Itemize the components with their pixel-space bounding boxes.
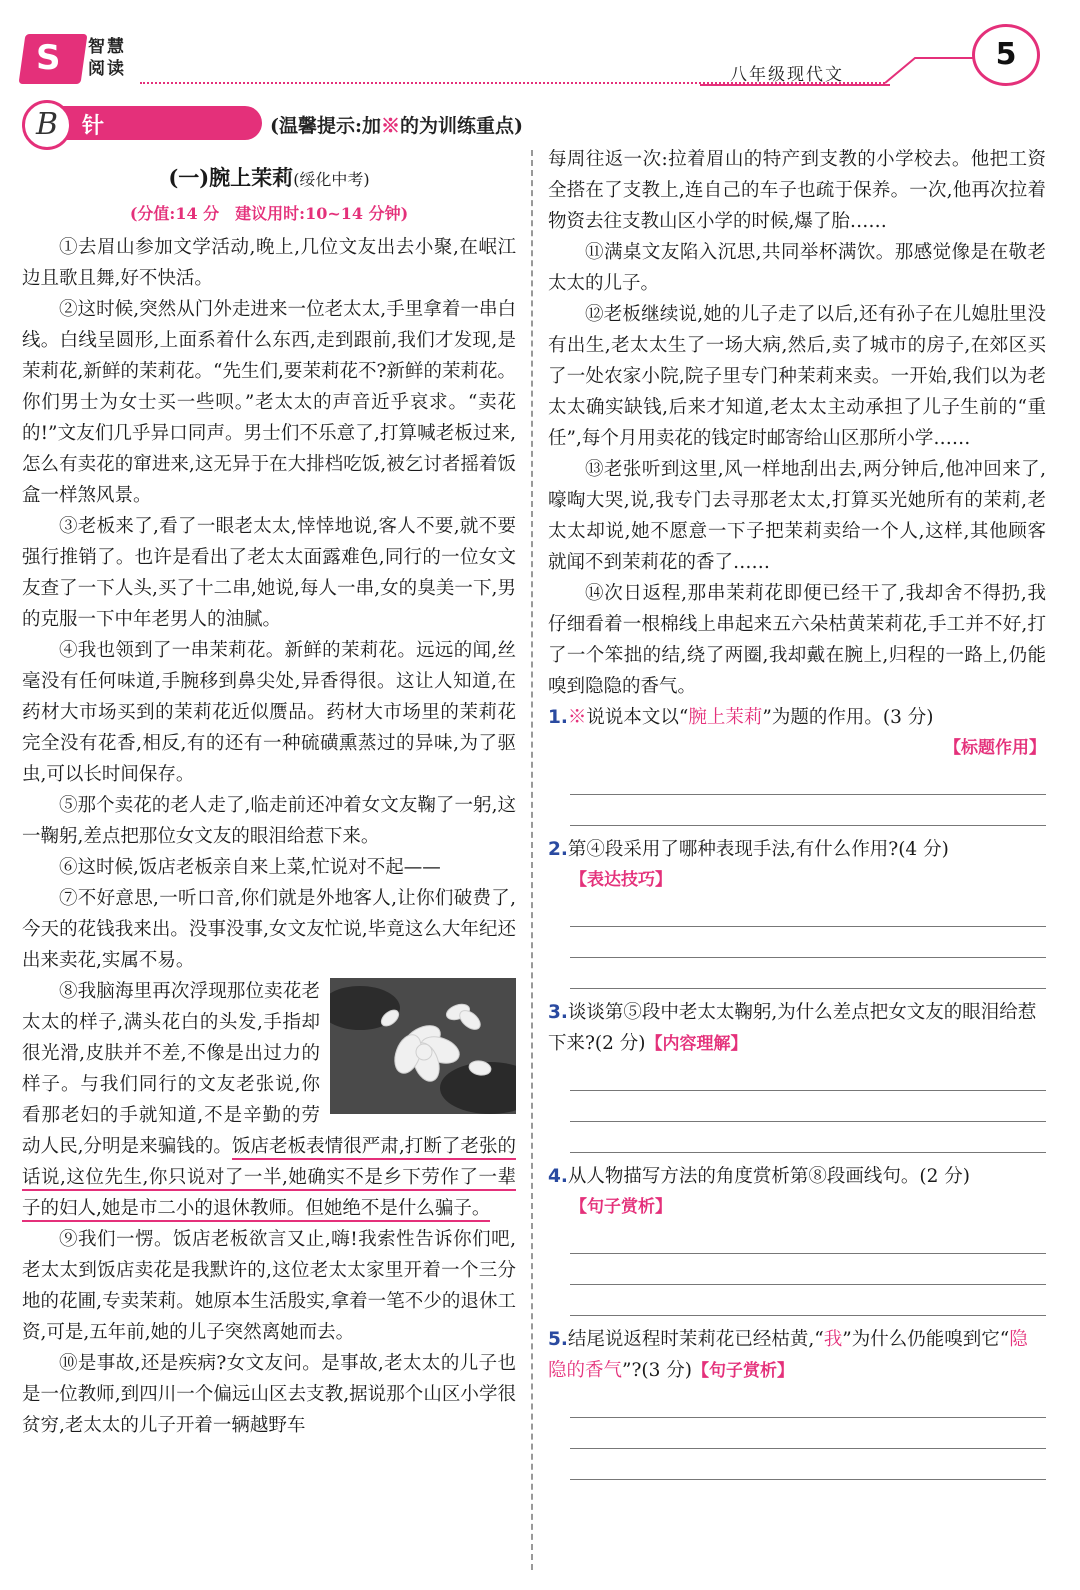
answer-line[interactable] [570,958,1046,989]
question-3 [548,997,1046,1153]
question-5-mid: ”为什么仍能嗅到它“ [842,1329,1010,1350]
answer-line[interactable] [570,1060,1046,1091]
answer-line[interactable] [570,1091,1046,1122]
question-number: 2. [548,839,568,860]
paragraph-8-text: ⑧我脑海里再次浮现那位卖花老太太的样子,满头花白的头发,手指却很光滑,皮肤并不差,不像是出过力的样子。与我们同行的文友老张说,你看那老妇的手就知道,不是辛勤的劳动人民,分明是来骗钱的。 [22,981,320,1157]
question-2-body: 第④段采用了哪种表现手法,有什么作用?(4 分) [567,839,949,860]
question-5-highlight-1: 我 [823,1329,843,1350]
header-slant-line [885,56,975,84]
question-3-text [548,997,1046,1060]
tip-prefix: (温馨提示:加 [270,115,382,137]
answer-line[interactable] [570,1285,1046,1316]
key-point-mark: ※ [567,707,587,728]
answer-line[interactable] [570,1122,1046,1153]
answer-line[interactable] [570,1418,1046,1449]
question-1-tag: 【标题作用】 [944,738,1046,758]
question-number: 1. [548,707,568,728]
paragraph-5: ⑤那个卖花的老人走了,临走前还冲着女文友鞠了一躬,这一鞠躬,差点把那位女文友的眼泪给惹下来。 [22,795,516,847]
article-left-column [22,160,516,1441]
jasmine-photo [330,978,516,1118]
answer-line[interactable] [570,1254,1046,1285]
page-number: 5 [972,24,1040,86]
answer-line[interactable] [570,1387,1046,1418]
question-number: 3. [548,1002,568,1023]
question-5-tag: 【句子赏析】 [691,1361,794,1381]
paragraph-13: ⑬老张听到这里,风一样地刮出去,两分钟后,他冲回来了,嚎啕大哭,说,我专门去寻那老太太,打算买光她所有的茉莉,老太太却说,她不愿意一下子把茉莉卖给一个人,这样,其他顾客就闻不到茉莉花的香了…… [548,459,1046,573]
paragraph-9: ⑨我们一愣。饭店老板欲言又止,嗨!我索性告诉你们吧,老太太到饭店卖花是我默许的,这位老太太家里开着一个三分地的花圃,专卖茉莉。她原本生活殷实,拿着一笔不少的退休工资,可是,五年前,她的儿子突然离她而去。 [22,1229,516,1343]
question-number: 4. [548,1166,568,1187]
article-source: (绥化中考) [293,170,370,189]
answer-line[interactable] [570,764,1046,795]
logo-icon: S [36,38,61,78]
question-2-text [548,834,1046,865]
article-right-column [548,144,1046,1488]
question-5-pre: 结尾说返程时茉莉花已经枯黄,“ [567,1329,824,1350]
column-divider [531,150,533,1570]
paragraph-6: ⑥这时候,饭店老板亲自来上菜,忙说对不起—— [59,857,441,878]
paragraph-4: ④我也领到了一串茉莉花。新鲜的茉莉花。远远的闻,丝毫没有任何味道,手腕移到鼻尖处,异香得很。这让人知道,在药材大市场买到的茉莉花近似赝品。药材大市场里的茉莉花完全没有花香,相反,有的还有一种硫磺熏蒸过的异味,为了驱虫,可以长时间保存。 [22,640,516,785]
paragraph-10: ⑩是事故,还是疾病?女文友问。是事故,老太太的儿子也是一位教师,到四川一个偏远山区去支教,据说那个山区小学很贫穷,老太太的儿子开着一辆越野车 [22,1353,516,1436]
jasmine-flower-image [330,978,516,1114]
paragraph-2: ②这时候,突然从门外走进来一位老太太,手里拿着一串白线。白线呈圆形,上面系着什么东西,走到跟前,我们才发现,是茉莉花,新鲜的茉莉花。“先生们,要茉莉花不?新鲜的茉莉花。你们男士为女士买一些呗。”老太太的声音近乎哀求。“卖花的!”文友们几乎异口同声。男士们不乐意了,打算喊老板过来,怎么有卖花的窜进来,这无异于在大排档吃饭,被乞讨者摇着饭盒一样煞风景。 [22,299,516,506]
banner-letter: B [22,100,72,150]
article-meta: (分值:14 分 建议用时:10~14 分钟) [129,204,409,223]
question-4-text [548,1161,1046,1192]
tip-suffix: 的为训练重点) [400,115,524,137]
question-4-tag: 【句子赏析】 [570,1197,672,1217]
paragraph-11: ⑪满桌文友陷入沉思,共同举杯满饮。那感觉像是在敬老太太的儿子。 [548,242,1046,294]
logo-text: 智慧阅读 [88,37,126,79]
question-4-body: 从人物描写方法的角度赏析第⑧段画线句。(2 分) [567,1166,970,1187]
question-2 [548,834,1046,989]
answer-line[interactable] [570,795,1046,826]
article-title-text: (一)腕上茉莉 [168,165,294,190]
answer-line[interactable] [570,896,1046,927]
question-5-text [548,1324,1046,1387]
question-1-pre: 说说本文以“ [586,707,689,728]
answer-line[interactable] [570,1223,1046,1254]
paragraph-10-continued: 每周往返一次:拉着眉山的特产到支教的小学校去。他把工资全搭在了支教上,连自己的车子也疏于保养。一次,他再次拉着物资去往支教山区小学的时候,爆了胎…… [548,149,1046,232]
question-number: 5. [548,1329,568,1350]
question-1-post: ”为题的作用。(3 分) [762,707,934,728]
answer-line[interactable] [570,1449,1046,1480]
paragraph-3: ③老板来了,看了一眼老太太,悻悻地说,客人不要,就不要强行推销了。也许是看出了老太太面露难色,同行的一位女文友查了一下人头,买了十二串,她说,每人一串,女的臭美一下,男的克服一下中年老男人的油腻。 [22,516,516,630]
banner-title: 针对演练 [82,114,112,232]
paragraph-7: ⑦不好意思,一听口音,你们就是外地客人,让你们破费了,今天的花钱我来出。没事没事,女文友忙说,毕竟这么大年纪还出来卖花,实属不易。 [22,888,516,971]
question-3-body: 谈谈第⑤段中老太太鞠躬,为什么差点把女文友的眼泪给惹下来?(2 分) [548,1002,1037,1054]
question-1-text [548,702,1046,733]
tip-mark: ※ [381,115,401,137]
paragraph-1: ①去眉山参加文学活动,晚上,几位文友出去小聚,在岷江边且歌且舞,好不快活。 [22,237,516,289]
banner-tip [270,111,523,138]
question-5-post: ”?(3 分) [622,1360,692,1381]
question-1 [548,702,1046,826]
question-5 [548,1324,1046,1480]
question-4 [548,1161,1046,1316]
paragraph-12: ⑫老板继续说,她的儿子走了以后,还有孙子在儿媳肚里没有出生,老太太生了一场大病,然后,卖了城市的房子,在郊区买了一处农家小院,院子里专门种茉莉来卖。一开始,我们以为老太太确实缺钱,后来才知道,老太太主动承担了儿子生前的“重任”,每个月用卖花的钱定时邮寄给山区那所小学…… [548,304,1046,449]
paragraph-8-underlined-sentence: 饭店老板表情很严肃,打断了老张的话说,这位先生,你只说对了一半,她确实不是乡下劳作了一辈子的妇人,她是市二小的退休教师。但她绝不是什么骗子。 [22,1136,516,1222]
question-5-highlight-2: 隐隐的香气 [548,1329,1028,1381]
question-2-tag: 【表达技巧】 [570,870,672,890]
answer-line[interactable] [570,927,1046,958]
question-3-tag: 【内容理解】 [645,1034,748,1054]
question-1-highlight: 腕上茉莉 [688,707,763,728]
header-category: 八年级现代文 [730,65,844,85]
article-title [22,160,516,198]
page-header [0,0,1080,100]
paragraph-14: ⑭次日返程,那串茉莉花即便已经干了,我却舍不得扔,我仔细看着一根棉线上串起来五六朵枯黄茉莉花,手工并不好,打了一个笨拙的结,绕了两圈,我却戴在腕上,归程的一路上,仍能嗅到隐隐的香气。 [548,583,1046,697]
